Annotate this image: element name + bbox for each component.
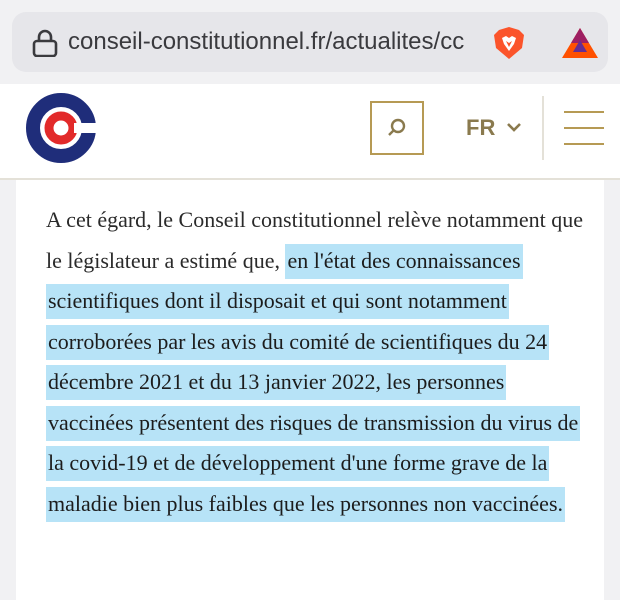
language-selector[interactable] bbox=[450, 101, 540, 155]
language-code: FR bbox=[466, 115, 496, 140]
site-header bbox=[0, 84, 620, 180]
brave-shield-icon[interactable] bbox=[492, 26, 526, 60]
hamburger-menu-icon[interactable] bbox=[564, 108, 604, 148]
address-bar[interactable] bbox=[12, 12, 608, 72]
lock-icon bbox=[32, 29, 58, 57]
highlighted-text: en l'état des connaissances scientifiques dont il disposait et qui sont notamment corroborées par les avis du comité de scientifiques du 24 décembre 2021 et du 13 janvier 2022, les personnes vaccinées présentent des risques de transmission du virus de la covid-19 et de développement d'une forme grave de la maladie bien plus faibles que les personnes non vaccinées. bbox=[46, 244, 580, 522]
article-paragraph bbox=[46, 200, 586, 524]
header-divider bbox=[542, 96, 544, 160]
conseil-constitutionnel-logo[interactable] bbox=[24, 90, 98, 166]
search-button[interactable] bbox=[370, 101, 424, 155]
url-text[interactable]: conseil-constitutionnel.fr/actualites/cc bbox=[68, 28, 465, 55]
paragraph-text: A cet égard, le Conseil constitutionnel relève notamment que le législateur a estimé que, bbox=[46, 207, 584, 273]
chevron-down-icon bbox=[506, 121, 522, 133]
article-body bbox=[16, 180, 604, 600]
search-icon bbox=[385, 116, 409, 140]
bat-rewards-icon[interactable] bbox=[560, 26, 600, 60]
